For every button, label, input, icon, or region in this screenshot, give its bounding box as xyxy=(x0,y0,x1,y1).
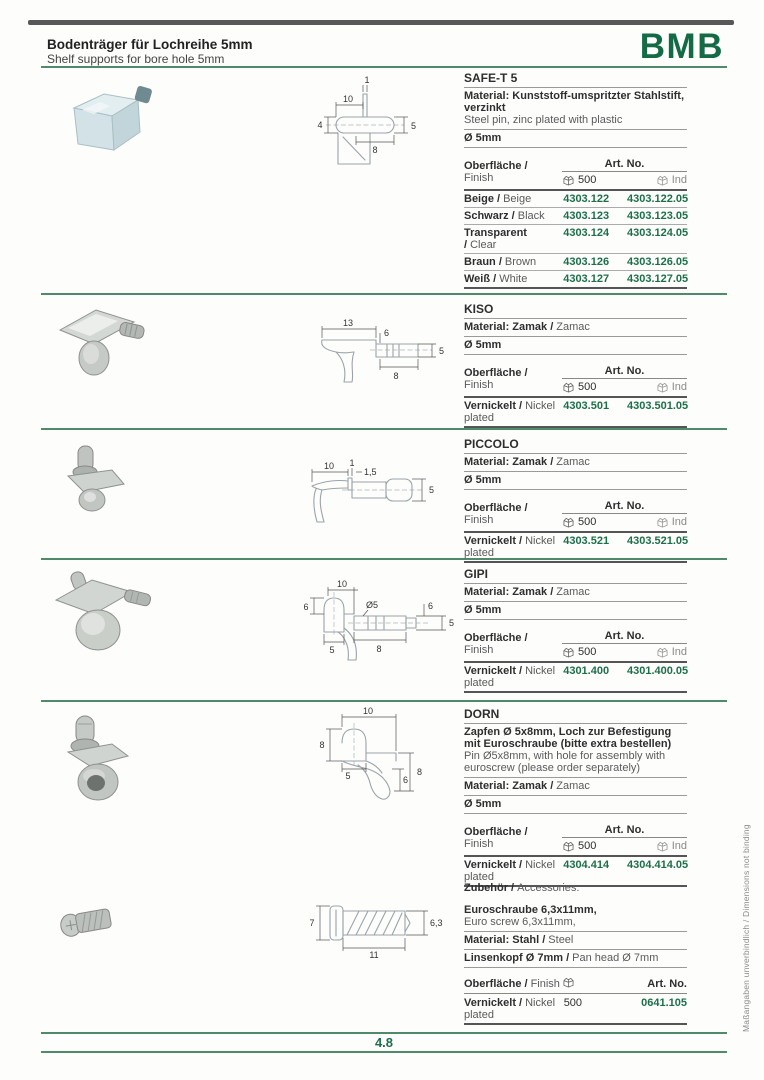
art-no-ind: 4303.126.05 xyxy=(627,256,689,268)
dimension-label: 6 xyxy=(384,328,390,338)
carton-icon xyxy=(562,517,575,528)
description-german: Zapfen Ø 5x8mm, Loch zur Befestigung mit Euroschraube (bitte extra bestellen) xyxy=(464,726,672,750)
diameter-spec: Ø 5mm xyxy=(464,602,687,620)
dimension-label: 10 xyxy=(342,94,354,104)
section-divider xyxy=(41,700,727,702)
product-description xyxy=(464,88,687,130)
dimension-label: 6,3 xyxy=(430,918,443,928)
diameter-spec: Ø 5mm xyxy=(464,130,687,148)
dimension-label: 6 xyxy=(303,602,309,612)
art-no-header: Art. No. xyxy=(647,978,687,990)
accessory-material: Material: Stahl / Steel xyxy=(464,932,687,950)
section-divider xyxy=(41,293,727,295)
material-spec: Material: Zamak / Zamac xyxy=(464,319,687,337)
product-title: SAFE-T 5 xyxy=(464,70,687,88)
finish-header-german: Oberfläche / xyxy=(464,160,528,172)
art-no-500: 4303.124 xyxy=(563,227,610,239)
tech-drawing-euroscrew xyxy=(302,884,460,960)
table-row: Vernickelt / Nickel plated 500 0641.105 xyxy=(464,994,687,1025)
qty-ind-column: Ind xyxy=(656,840,687,852)
description-english: Pin Ø5x8mm, with hole for assembly with euroscrew (please order separately) xyxy=(464,750,666,774)
table-row: Transparent / Clear 4303.124 4303.124.05 xyxy=(464,225,687,254)
header-divider xyxy=(41,66,727,68)
art-no-500: 4303.127 xyxy=(563,273,610,285)
tech-drawing-dorn xyxy=(298,703,458,803)
qty-ind-column: Ind xyxy=(656,646,687,658)
dimension-label: Ø5 xyxy=(366,600,379,610)
tech-drawing-gipi xyxy=(292,566,460,666)
side-note: Maßangaben unverbindlich / Dimensions not binding xyxy=(741,824,751,1032)
accessory-info xyxy=(464,882,687,1025)
product-photo-safe-t5 xyxy=(52,74,172,162)
accessory-heading: Zubehör / Accessories: xyxy=(464,882,580,894)
dimension-label: 1,5 xyxy=(364,467,377,477)
tech-drawing-kiso xyxy=(292,300,460,388)
description-english: Steel pin, zinc plated with plastic xyxy=(464,114,623,126)
product-photo-kiso xyxy=(48,298,160,382)
product-photo-piccolo xyxy=(50,438,140,516)
carton-icon xyxy=(562,977,575,988)
dimension-label: 1 xyxy=(349,458,355,468)
page-title-english: Shelf supports for bore hole 5mm xyxy=(47,52,225,66)
art-no-500: 4303.126 xyxy=(563,256,610,268)
qty-ind-column: Ind xyxy=(656,516,687,528)
dimension-label: 8 xyxy=(376,644,382,654)
product-photo-gipi xyxy=(46,566,166,666)
product-photo-euroscrew xyxy=(56,893,122,945)
dimension-label: 10 xyxy=(336,579,348,589)
dimension-label: 5 xyxy=(329,645,335,655)
art-no-ind: 4303.501.05 xyxy=(627,400,689,412)
product-info-safe-t5 xyxy=(464,70,687,289)
qty-value: 500 xyxy=(563,997,583,1009)
product-description xyxy=(464,724,687,778)
qty-500-column: 500 xyxy=(562,174,596,186)
art-no-header: Art. No. xyxy=(562,157,687,172)
tech-drawing-safe-t5 xyxy=(298,72,460,174)
carton-icon xyxy=(656,517,669,528)
finish-table-header xyxy=(464,157,687,191)
art-no-500: 4303.123 xyxy=(563,210,610,222)
carton-icon xyxy=(656,647,669,658)
bmb-logo: BMB xyxy=(639,27,724,66)
page-number: 4.8 xyxy=(374,1035,394,1050)
carton-icon xyxy=(562,647,575,658)
qty-ind-column: Ind xyxy=(656,174,687,186)
art-no-500: 4303.501 xyxy=(563,400,610,412)
tech-drawing-piccolo xyxy=(292,436,460,524)
art-no-500: 4303.521 xyxy=(563,535,610,547)
product-info-kiso xyxy=(464,301,687,428)
qty-500-column: 500 xyxy=(562,516,596,528)
finish-table-header: Oberfläche / Finish Art. No. 500 Ind xyxy=(464,629,687,663)
table-row: Beige / Beige 4303.122 4303.122.05 xyxy=(464,191,687,208)
dimension-label: 8 xyxy=(417,767,423,777)
art-no-ind: 4303.521.05 xyxy=(627,535,689,547)
carton-icon xyxy=(562,841,575,852)
dimension-label: 8 xyxy=(372,145,378,155)
table-row: Vernickelt / Nickel plated 4304.414 4304.414.05 xyxy=(464,857,687,887)
product-title: KISO xyxy=(464,301,687,319)
dimension-label: 5 xyxy=(449,618,455,628)
finish-table-header: Oberfläche / Finish Art. No. 500 Ind xyxy=(464,499,687,533)
finish-table-header: Oberfläche / Finish Art. No. 500 Ind xyxy=(464,364,687,398)
product-photo-dorn xyxy=(54,708,154,808)
dimension-label: 7 xyxy=(309,918,315,928)
carton-icon xyxy=(656,175,669,186)
table-row: Vernickelt / Nickel plated 4301.400 4301.400.05 xyxy=(464,663,687,693)
accessory-head-spec: Linsenkopf Ø 7mm / Pan head Ø 7mm xyxy=(464,950,687,968)
dimension-label: 5 xyxy=(429,485,435,495)
qty-500-column: 500 xyxy=(562,646,596,658)
dimension-label: 8 xyxy=(393,371,399,381)
accessory-name: Euroschraube 6,3x11mm, Euro screw 6,3x11mm, xyxy=(464,902,687,932)
accessory-table-header: Oberfläche / Finish Art. No. xyxy=(464,977,687,994)
footer-divider-top xyxy=(41,1032,727,1034)
product-title: GIPI xyxy=(464,566,687,584)
dimension-label: 4 xyxy=(317,120,323,130)
product-info-piccolo xyxy=(464,436,687,563)
page-edge-line xyxy=(28,20,734,25)
material-spec: Material: Zamak / Zamac xyxy=(464,454,687,472)
table-row: Vernickelt / Nickel plated 4303.521 4303.521.05 xyxy=(464,533,687,563)
dimension-label: 8 xyxy=(319,740,325,750)
material-spec: Material: Zamak / Zamac xyxy=(464,778,687,796)
page-title-german: Bodenträger für Lochreihe 5mm xyxy=(47,37,253,52)
description-german: Material: Kunststoff-umspritzter Stahlstift, verzinkt xyxy=(464,90,685,114)
dimension-label: 5 xyxy=(345,771,351,781)
art-no-ind: 4303.123.05 xyxy=(627,210,689,222)
art-no-ind: 4301.400.05 xyxy=(627,665,689,677)
dimension-label: 6 xyxy=(403,775,409,785)
dimension-label: 11 xyxy=(369,950,379,960)
art-no-500: 4304.414 xyxy=(563,859,610,871)
art-no-500: 4303.122 xyxy=(563,193,610,205)
diameter-spec: Ø 5mm xyxy=(464,472,687,490)
dimension-label: 6 xyxy=(428,601,434,611)
dimension-label: 10 xyxy=(323,461,335,471)
carton-icon xyxy=(562,175,575,186)
product-info-gipi xyxy=(464,566,687,693)
carton-icon xyxy=(656,382,669,393)
qty-500-column: 500 xyxy=(562,381,596,393)
finish-table-header: Oberfläche / Finish Art. No. 500 Ind xyxy=(464,823,687,857)
table-row: Weiß / White 4303.127 4303.127.05 xyxy=(464,271,687,289)
dimension-label: 10 xyxy=(362,706,374,716)
art-no: 0641.105 xyxy=(641,997,687,1009)
art-no-ind: 4304.414.05 xyxy=(627,859,689,871)
art-no-ind: 4303.127.05 xyxy=(627,273,689,285)
dimension-label: 5 xyxy=(439,346,445,356)
table-row: Braun / Brown 4303.126 4303.126.05 xyxy=(464,254,687,271)
dimension-label: 13 xyxy=(342,318,354,328)
carton-icon xyxy=(562,382,575,393)
dimension-label: 1 xyxy=(364,75,370,85)
section-divider xyxy=(41,428,727,430)
art-no-ind: 4303.124.05 xyxy=(627,227,689,239)
footer-divider-bottom xyxy=(41,1051,727,1053)
diameter-spec: Ø 5mm xyxy=(464,337,687,355)
product-title: DORN xyxy=(464,706,687,724)
diameter-spec: Ø 5mm xyxy=(464,796,687,814)
dimension-label: 5 xyxy=(411,121,417,131)
art-no-500: 4301.400 xyxy=(563,665,610,677)
art-no-ind: 4303.122.05 xyxy=(627,193,689,205)
finish-header-english: Finish xyxy=(464,172,494,184)
qty-500-column: 500 xyxy=(562,840,596,852)
table-row: Vernickelt / Nickel plated 4303.501 4303.501.05 xyxy=(464,398,687,428)
material-spec: Material: Zamak / Zamac xyxy=(464,584,687,602)
carton-icon xyxy=(656,841,669,852)
qty-ind-column: Ind xyxy=(656,381,687,393)
product-title: PICCOLO xyxy=(464,436,687,454)
product-info-dorn xyxy=(464,706,687,887)
table-row: Schwarz / Black 4303.123 4303.123.05 xyxy=(464,208,687,225)
